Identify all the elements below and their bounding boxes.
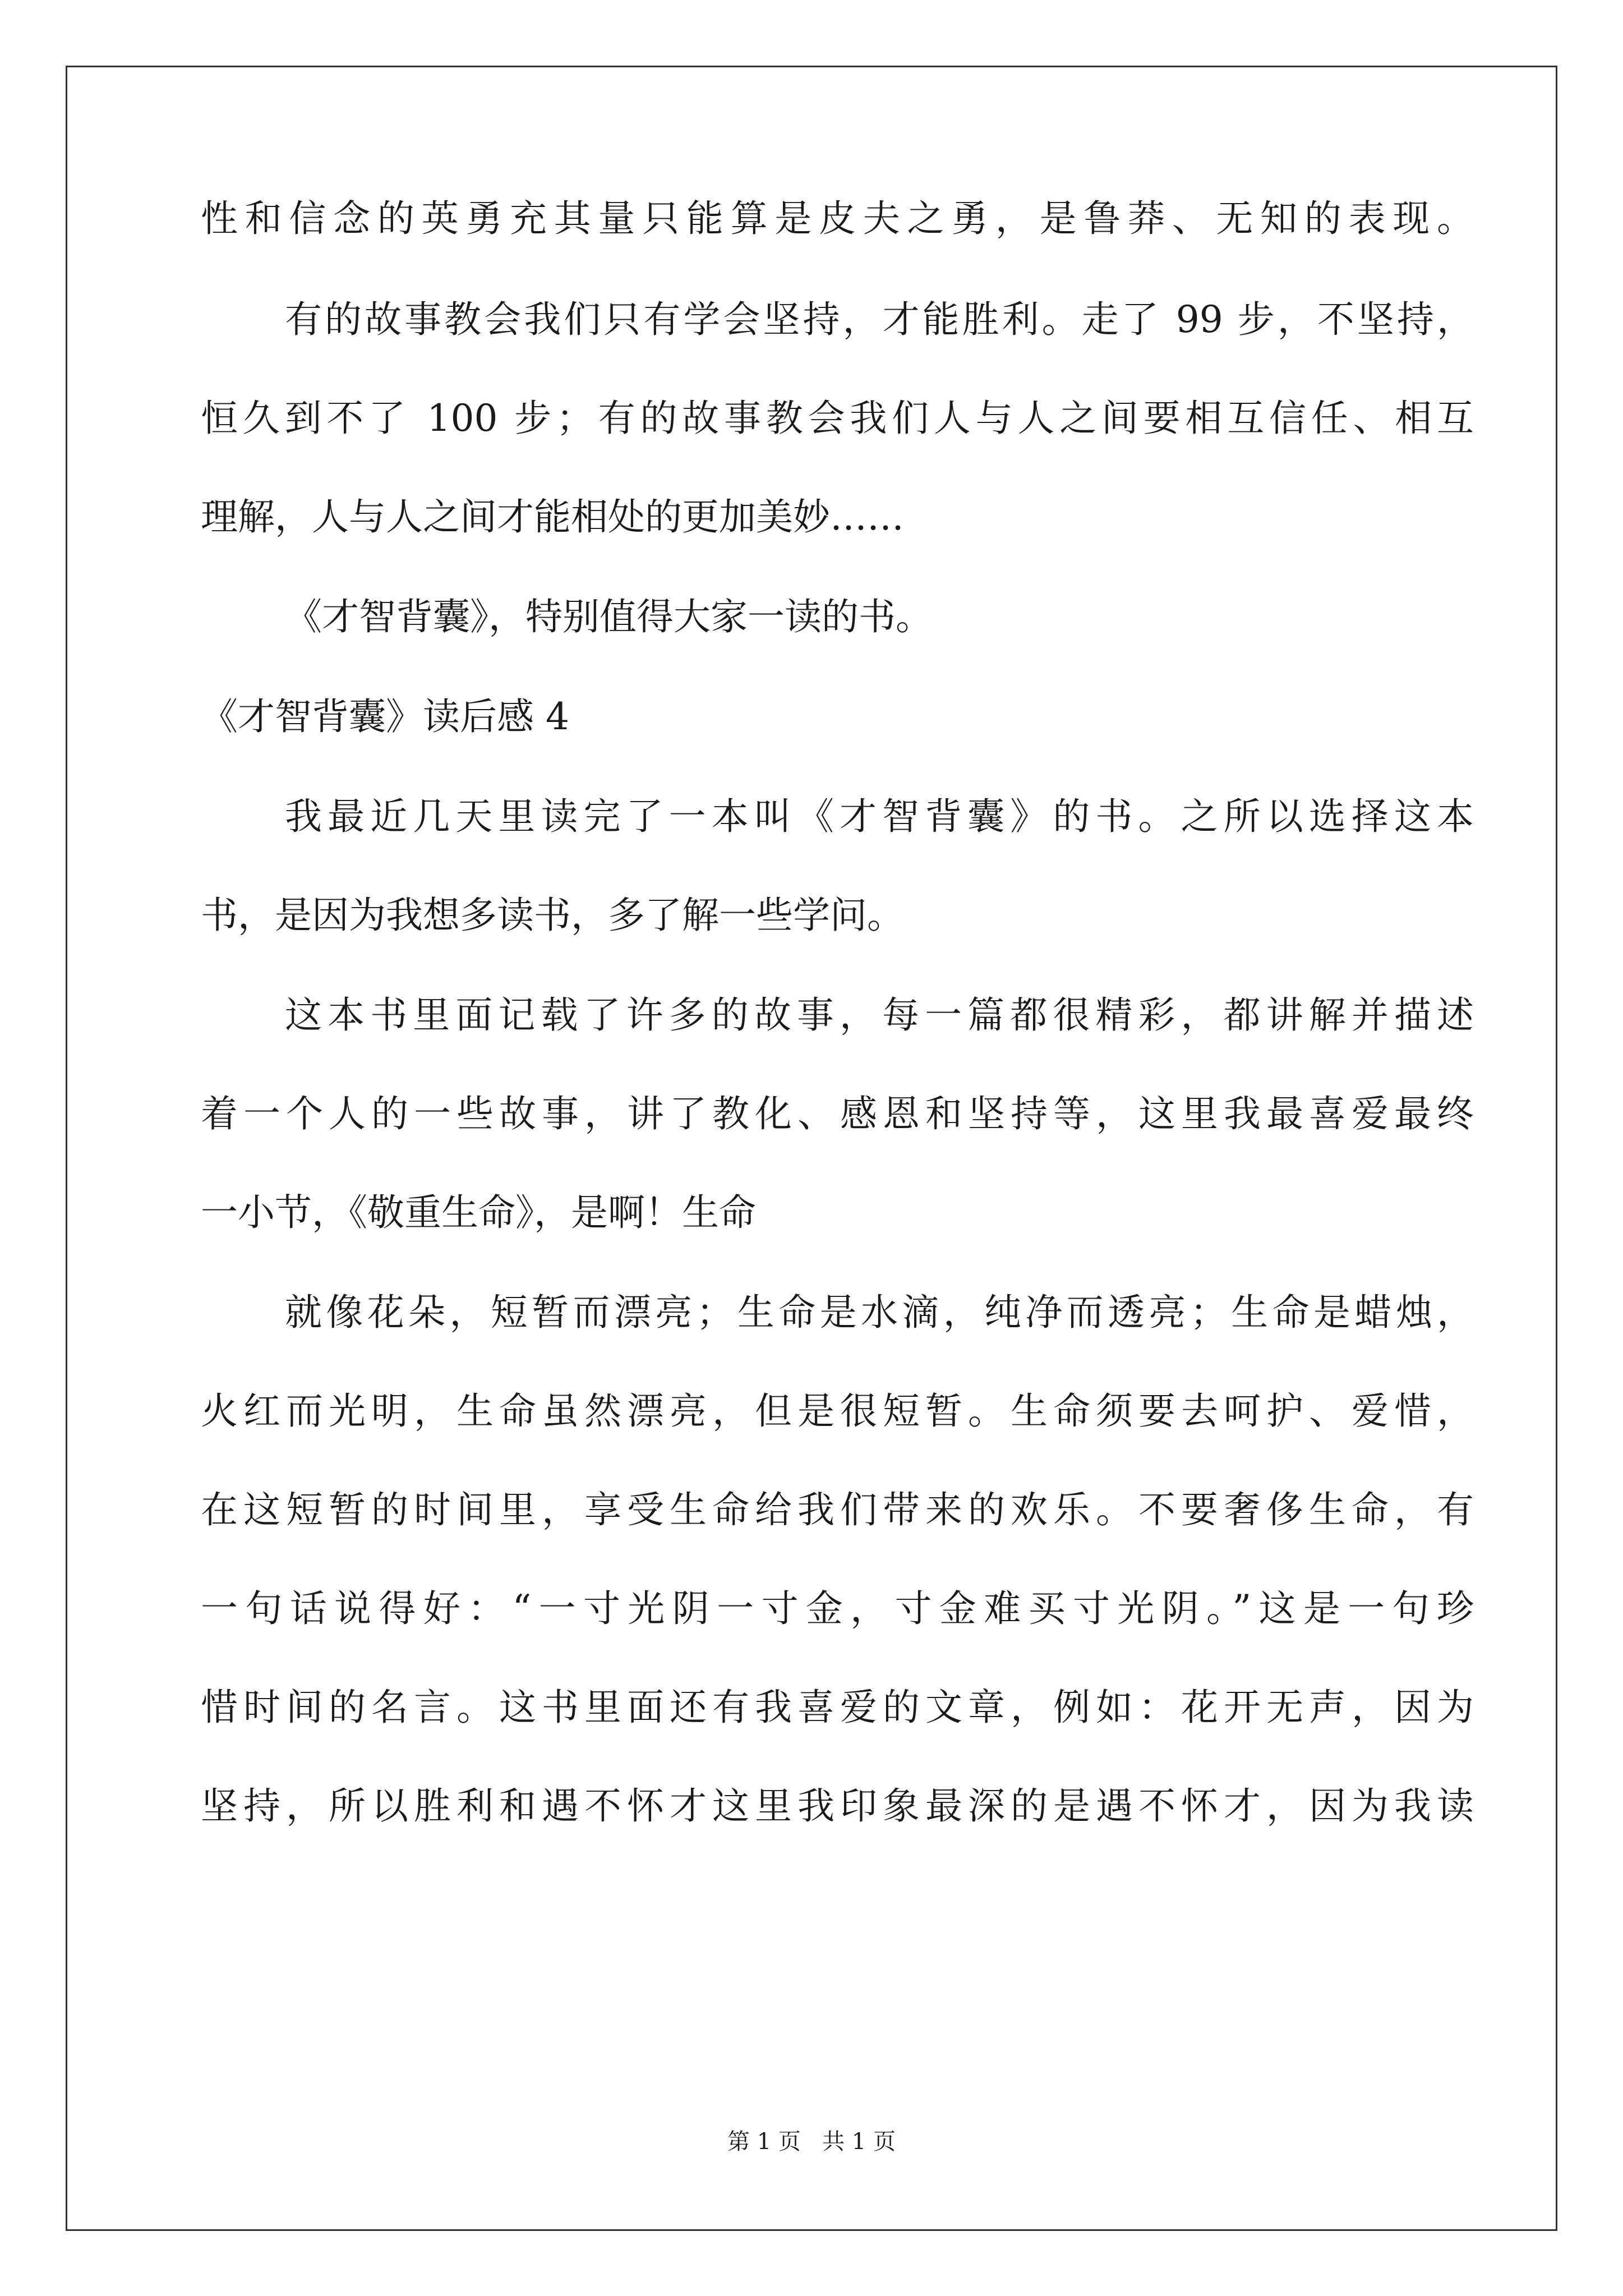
paragraph-start: 我最近几天里读完了一本叫《才智背囊》的书。之所以选择这本 xyxy=(285,795,1474,838)
text-line: 一小节，《敬重生命》，是啊！生命 xyxy=(201,1191,756,1234)
section-heading: 《才智背囊》读后感 4 xyxy=(201,695,569,738)
text-line: 恒久到不了 100 步；有的故事教会我们人与人之间要相互信任、相互 xyxy=(201,397,1474,440)
text-line: 书，是因为我想多读书，多了解一些学问。 xyxy=(201,894,904,937)
text-line: 性和信念的英勇充其量只能算是皮夫之勇，是鲁莽、无知的表现。 xyxy=(201,197,1474,240)
paragraph-start: 就像花朵，短暂而漂亮；生命是水滴，纯净而透亮；生命是蜡烛， xyxy=(285,1291,1474,1334)
paragraph-start: 这本书里面记载了许多的故事，每一篇都很精彩，都讲解并描述 xyxy=(285,993,1474,1037)
page-footer: 第 1 页 共 1 页 xyxy=(727,2129,896,2155)
text-line: 一句话说得好：“一寸光阴一寸金，寸金难买寸光阴。”这是一句珍 xyxy=(201,1587,1474,1630)
text-line: 理解，人与人之间才能相处的更加美妙…… xyxy=(201,495,904,539)
paragraph-start: 《才智背囊》，特别值得大家一读的书。 xyxy=(285,595,933,638)
text-line: 着一个人的一些故事，讲了教化、感恩和坚持等，这里我最喜爱最终 xyxy=(201,1092,1474,1135)
text-line: 在这短暂的时间里，享受生命给我们带来的欢乐。不要奢侈生命，有 xyxy=(201,1488,1474,1531)
text-line: 坚持，所以胜利和遇不怀才这里我印象最深的是遇不怀才，因为我读 xyxy=(201,1784,1474,1828)
paragraph-start: 有的故事教会我们只有学会坚持，才能胜利。走了 99 步，不坚持， xyxy=(285,298,1474,341)
text-line: 火红而光明，生命虽然漂亮，但是很短暂。生命须要去呵护、爱惜， xyxy=(201,1389,1474,1433)
text-line: 惜时间的名言。这书里面还有我喜爱的文章，例如：花开无声，因为 xyxy=(201,1686,1474,1729)
